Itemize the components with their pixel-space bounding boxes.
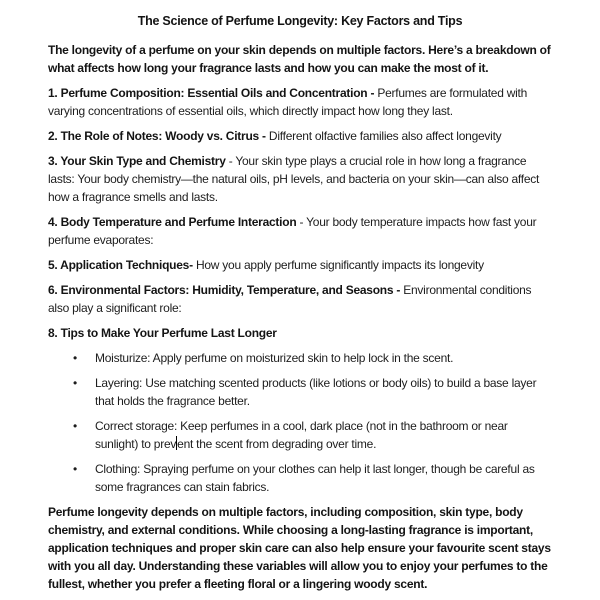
tip-item-clothing (95, 460, 552, 496)
section-paragraph-4 (48, 213, 552, 249)
section-heading: 1. Perfume Composition: Essential Oils and Concentration - (48, 86, 375, 100)
tips-list (48, 349, 552, 496)
section-paragraph-5 (48, 256, 552, 274)
tip-text: Layering: Use matching scented products (like lotions or body oils) to build a base layer that holds the fragrance better. (95, 376, 537, 408)
section-paragraph-3 (48, 152, 552, 206)
tip-text-before-cursor: Correct storage: Keep perfumes in a cool, dark place (not in the bathroom or near sunlight) to prev (95, 419, 508, 451)
tip-item-moisturize (95, 349, 552, 367)
tip-text-after-cursor: ent the scent from degrading over time. (177, 437, 377, 451)
section-text: Different olfactive families also affect longevity (268, 129, 502, 143)
section-text: - Your skin type plays a crucial role in how long a fragrance lasts: Your body chemistry—the natural oils, pH levels, and bacteria on your skin—can also affect how a fragrance smells and lasts. (48, 154, 540, 204)
tips-heading: 8. Tips to Make Your Perfume Last Longer (48, 326, 277, 340)
section-heading: 5. Application Techniques- (48, 258, 193, 272)
section-paragraph-2 (48, 127, 552, 145)
section-heading: 2. The Role of Notes: Woody vs. Citrus - (48, 129, 266, 143)
section-paragraph-6 (48, 281, 552, 317)
document-title: The Science of Perfume Longevity: Key Factors and Tips (137, 14, 463, 28)
section-text: Environmental conditions also play a significant role: (48, 283, 532, 315)
tip-text: Clothing: Spraying perfume on your clothes can help it last longer, though be careful as some fragrances can stain fabrics. (95, 462, 535, 494)
intro-paragraph: The longevity of a perfume on your skin depends on multiple factors. Here’s a breakdown of what affects how long your fragrance lasts and how you can make the most of it. (48, 43, 551, 75)
section-paragraph-1 (48, 84, 552, 120)
section-heading: 6. Environmental Factors: Humidity, Temperature, and Seasons - (48, 283, 401, 297)
section-text: Perfumes are formulated with varying concentrations of essential oils, which directly impact how long they last. (48, 86, 528, 118)
section-heading: 4. Body Temperature and Perfume Interaction (48, 215, 297, 229)
section-text: - Your body temperature impacts how fast your perfume evaporates: (48, 215, 537, 247)
tip-item-correct-storage (95, 417, 552, 453)
section-text: How you apply perfume significantly impacts its longevity (195, 258, 484, 272)
tip-item-layering (95, 374, 552, 410)
conclusion-paragraph: Perfume longevity depends on multiple factors, including composition, skin type, body chemistry, and external conditions. While choosing a long-lasting fragrance is important, application techniques and proper skin care can also help ensure your favourite scent stays with you all day. Understanding these variables will allow you to enjoy your perfumes to the fullest, whether you prefer a fleeting floral or a lingering woody scent. (48, 505, 551, 591)
tip-text: Moisturize: Apply perfume on moisturized skin to help lock in the scent. (95, 351, 454, 365)
section-heading: 3. Your Skin Type and Chemistry (48, 154, 226, 168)
